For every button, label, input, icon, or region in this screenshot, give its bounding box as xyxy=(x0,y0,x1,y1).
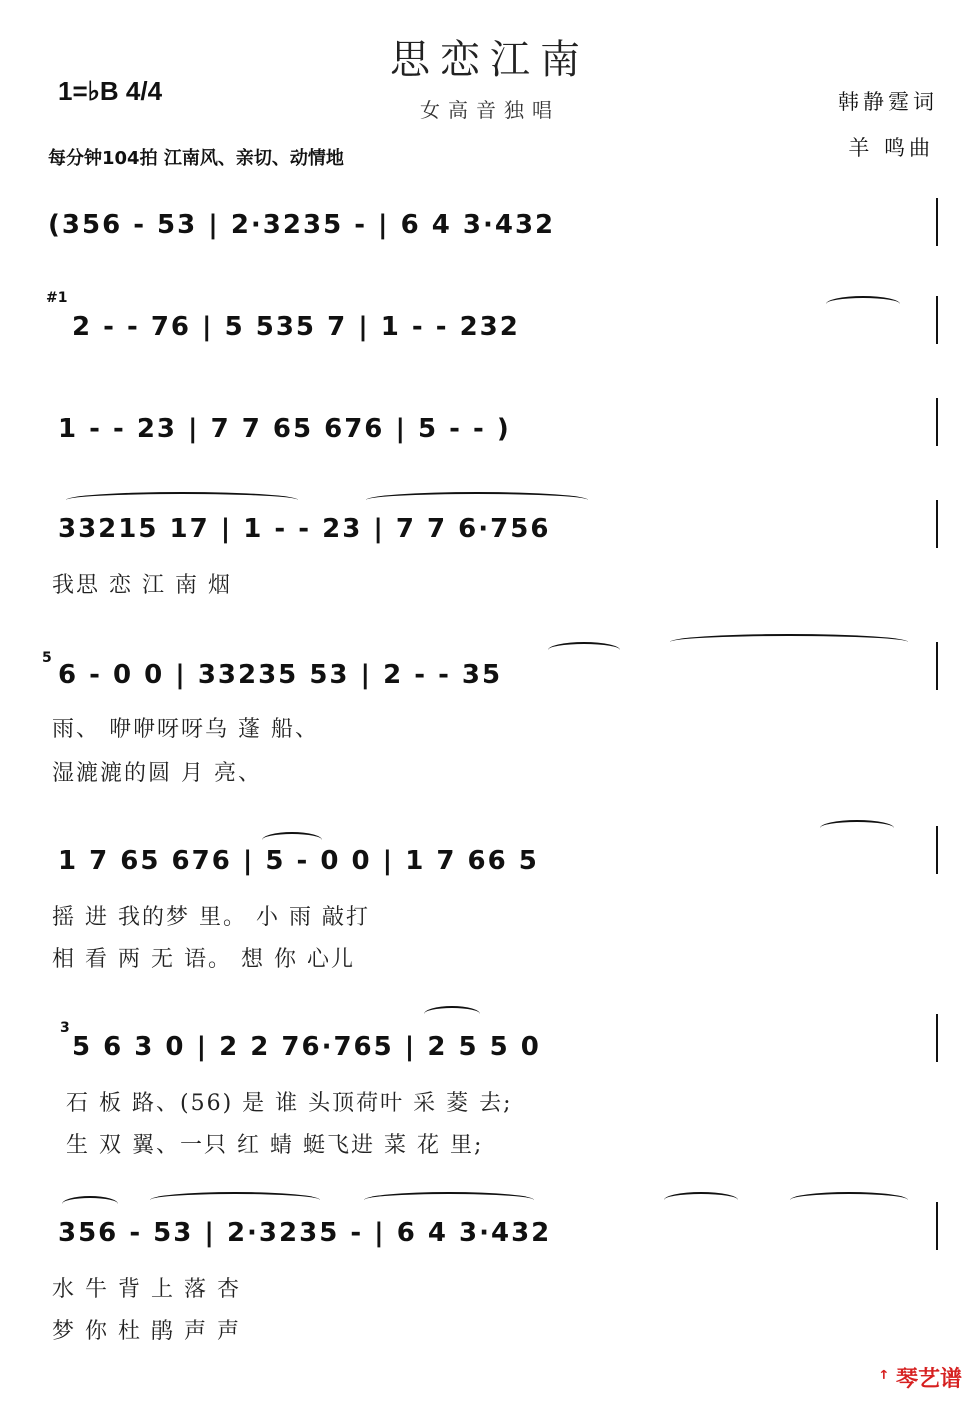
system-6-lyrics-verse-1: 摇 进 我的梦 里。 小 雨 敲打 xyxy=(52,905,370,930)
lyricist-credit: 韩静霆词 xyxy=(838,90,938,114)
system-8-lyrics-verse-1: 水 牛 背 上 落 杏 xyxy=(52,1277,241,1302)
system-5-end-barline xyxy=(936,642,938,690)
system-2-notes: 2 - - 76 | 5 535 7 | 1 - - 232 xyxy=(72,312,520,342)
system-5-slur-2 xyxy=(670,634,908,650)
site-watermark xyxy=(880,1362,963,1393)
system-8-slur-2 xyxy=(150,1192,320,1208)
system-5-notes: 6 - 0 0 | 33235 53 | 2 - - 35 xyxy=(58,660,503,690)
system-1-notes: (356 - 53 | 2·3235 - | 6 4 3·432 xyxy=(48,210,556,240)
system-8-notes: 356 - 53 | 2·3235 - | 6 4 3·432 xyxy=(58,1218,552,1248)
system-1-end-barline xyxy=(936,198,938,246)
system-6-lyrics-verse-2: 相 看 两 无 语。 想 你 心儿 xyxy=(52,947,355,972)
system-8-slur-3 xyxy=(364,1192,534,1208)
system-4-slur-2 xyxy=(366,492,588,508)
system-3-end-barline xyxy=(936,398,938,446)
system-6-end-barline xyxy=(936,826,938,874)
system-7-notes: 5 6 3 0 | 2 2 76·765 | 2 5 5 0 xyxy=(72,1032,541,1062)
system-8-slur-1 xyxy=(62,1196,118,1212)
page-title: 思恋江南 xyxy=(390,37,590,83)
system-8-lyrics-verse-2: 梦 你 杜 鹃 声 声 xyxy=(52,1319,241,1344)
watermark-logo-icon: ᠌ꜛ xyxy=(879,1367,889,1392)
page-subtitle: 女高音独唱 xyxy=(420,98,560,122)
system-5-slur-1 xyxy=(548,642,620,658)
system-4-end-barline xyxy=(936,500,938,548)
system-6-slur-2 xyxy=(820,820,894,836)
system-7-lyrics-verse-1: 石 板 路、(56) 是 谁 头顶荷叶 采 菱 去; xyxy=(66,1091,513,1116)
system-7-end-barline xyxy=(936,1014,938,1062)
composer-credit: 羊 鸣曲 xyxy=(848,136,934,160)
system-8-slur-4 xyxy=(664,1192,738,1208)
key-signature: 1=♭B 4/4 xyxy=(58,76,163,106)
system-5-lyrics-verse-1: 雨、 咿咿呀呀乌 蓬 船、 xyxy=(52,717,319,742)
system-7-lyrics-verse-2: 生 双 翼、一只 红 蜻 蜓飞进 菜 花 里; xyxy=(66,1133,484,1158)
system-5-grace-note: 5 xyxy=(42,650,52,666)
system-4-lyrics: 我思 恋 江 南 烟 xyxy=(52,573,232,598)
system-6-notes: 1 7 65 676 | 5 - 0 0 | 1 7 66 5 xyxy=(58,846,539,876)
system-2-slur xyxy=(826,296,900,312)
system-7-grace-note: 3 xyxy=(60,1020,70,1036)
system-2-grace-note: #1 xyxy=(46,290,68,306)
system-8-slur-5 xyxy=(790,1192,908,1208)
system-7-slur xyxy=(424,1006,480,1022)
system-5-lyrics-verse-2: 湿漉漉的圆 月 亮、 xyxy=(52,761,262,786)
system-4-slur-1 xyxy=(66,492,298,508)
watermark-text: 琴艺谱 xyxy=(895,1367,962,1392)
system-8-end-barline xyxy=(936,1202,938,1250)
system-2-end-barline xyxy=(936,296,938,344)
system-3-notes: 1 - - 23 | 7 7 65 676 | 5 - - ) xyxy=(58,414,511,444)
system-4-notes: 33215 17 | 1 - - 23 | 7 7 6·756 xyxy=(58,514,551,544)
tempo-marking: 每分钟104拍 江南风、亲切、动情地 xyxy=(48,148,344,169)
